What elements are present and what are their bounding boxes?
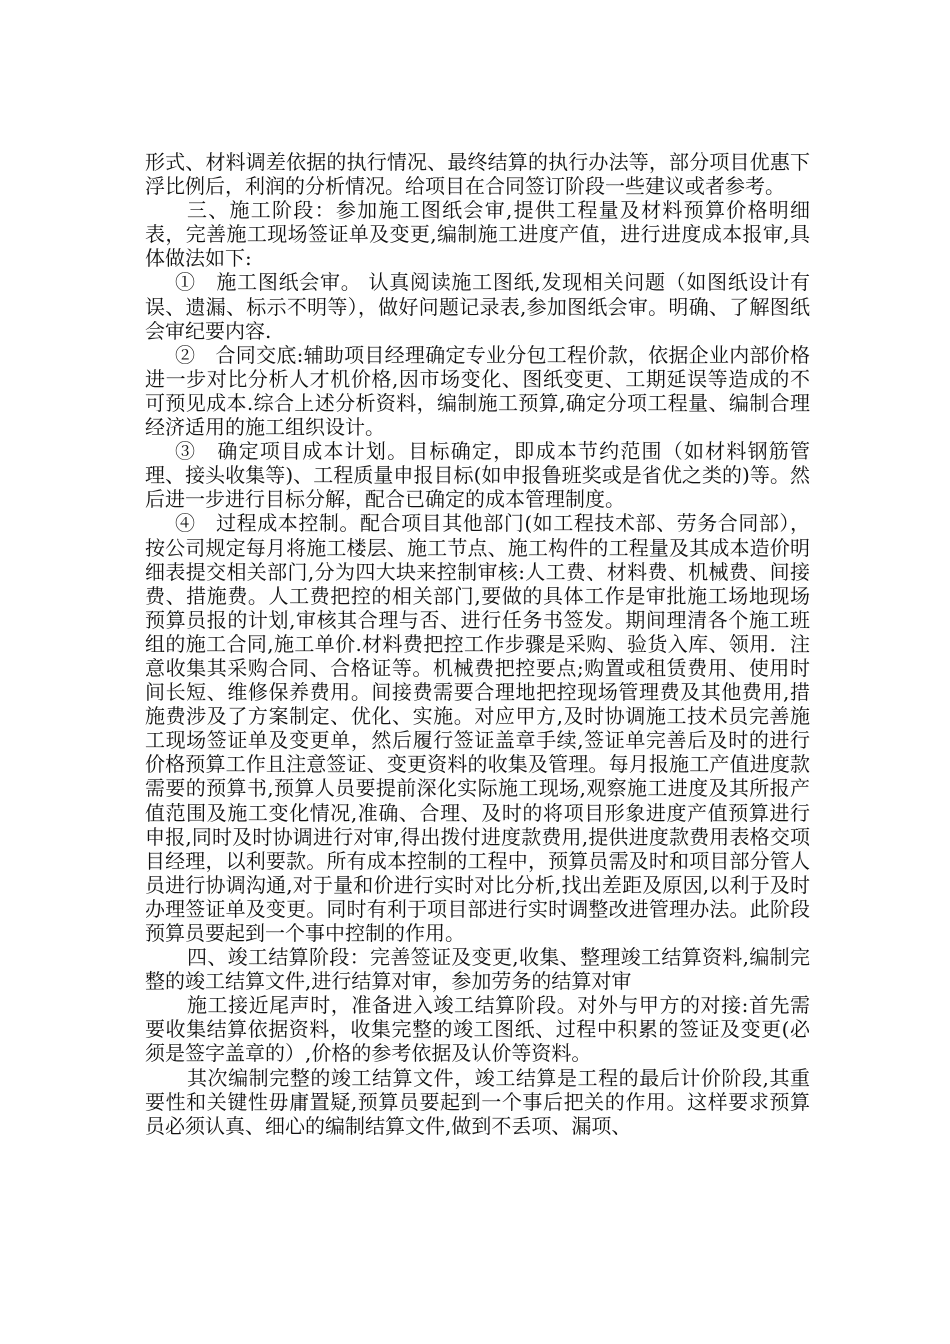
paragraph-cost-plan: ③ 确定项目成本计划。目标确定，即成本节约范围（如材料钢筋管理、接头收集等)、工程质量申报目标(如申报鲁班奖或是省优之类的)等。然后进一步进行目标分解，配合已确定的成本管理制度。 — [145, 439, 810, 512]
paragraph-completion-preparation: 施工接近尾声时，准备进入竣工结算阶段。对外与甲方的对接:首先需要收集结算依据资料，收集完整的竣工图纸、过程中积累的签证及变更(必须是签字盖章的）,价格的参考依据及认价等资料。 — [145, 993, 810, 1066]
paragraph-contract-briefing: ② 合同交底:辅助项目经理确定专业分包工程价款，依据企业内部价格进一步对比分析人才机价格,因市场变化、图纸变更、工期延误等造成的不可预见成本.综合上述分析资料，编制施工预算,确定分项工程量、编制合理经济适用的施工组织设计。 — [145, 342, 810, 440]
paragraph-settlement-documents: 其次编制完整的竣工结算文件，竣工结算是工程的最后计价阶段,其重要性和关键性毋庸置疑,预算员要起到一个事后把关的作用。这样要求预算员必须认真、细心的编制结算文件,做到不丢项、漏项、 — [145, 1065, 810, 1138]
paragraph-drawing-review: ① 施工图纸会审。 认真阅读施工图纸,发现相关问题（如图纸设计有误、遗漏、标示不明等），做好问题记录表,参加图纸会审。明确、了解图纸会审纪要内容. — [145, 270, 810, 343]
paragraph-completion-stage-heading: 四、竣工结算阶段：完善签证及变更,收集、整理竣工结算资料,编制完整的竣工结算文件,进行结算对审，参加劳务的结算对审 — [145, 945, 810, 994]
document-page — [145, 150, 810, 1138]
paragraph-construction-stage-heading: 三、施工阶段：参加施工图纸会审,提供工程量及材料预算价格明细表，完善施工现场签证单及变更,编制施工进度产值，进行进度成本报审,具体做法如下: — [145, 198, 810, 271]
paragraph-process-cost-control: ④ 过程成本控制。配合项目其他部门(如工程技术部、劳务合同部），按公司规定每月将施工楼层、施工节点、施工构件的工程量及其成本造价明细表提交相关部门,分为四大块来控制审核:人工费、材料费、机械费、间接费、措施费。人工费把控的相关部门,要做的具体工作是审批施工场地现场预算员报的计划,审核其合理与否、进行任务书签发。期间理清各个施工班组的施工合同,施工单价.材料费把控工作步骤是采购、验货入库、领用．注意收集其采购合同、合格证等。机械费把控要点;购置或租赁费用、使用时间长短、维修保养费用。间接费需要合理地把控现场管理费及其他费用,措施费涉及了方案制定、优化、实施。对应甲方,及时协调施工技术员完善施工现场签证单及变更单，然后履行签证盖章手续,签证单完善后及时的进行价格预算工作且注意签证、变更资料的收集及管理。每月报施工产值进度款需要的预算书,预算人员要提前深化实际施工现场,观察施工进度及其所报产值范围及施工变化情况,准确、合理、及时的将项目形象进度产值预算进行申报,同时及时协调进行对审,得出拨付进度款费用,提供进度款费用表格交项目经理，以利要款。所有成本控制的工程中，预算员需及时和项目部分管人员进行协调沟通,对于量和价进行实时对比分析,找出差距及原因,以利于及时办理签证单及变更。同时有利于项目部进行实时调整改进管理办法。此阶段预算员要起到一个事中控制的作用。 — [145, 511, 810, 945]
paragraph-contract-stage-end: 形式、材料调差依据的执行情况、最终结算的执行办法等，部分项目优惠下浮比例后，利润的分析情况。给项目在合同签订阶段一些建议或者参考。 — [145, 150, 810, 199]
